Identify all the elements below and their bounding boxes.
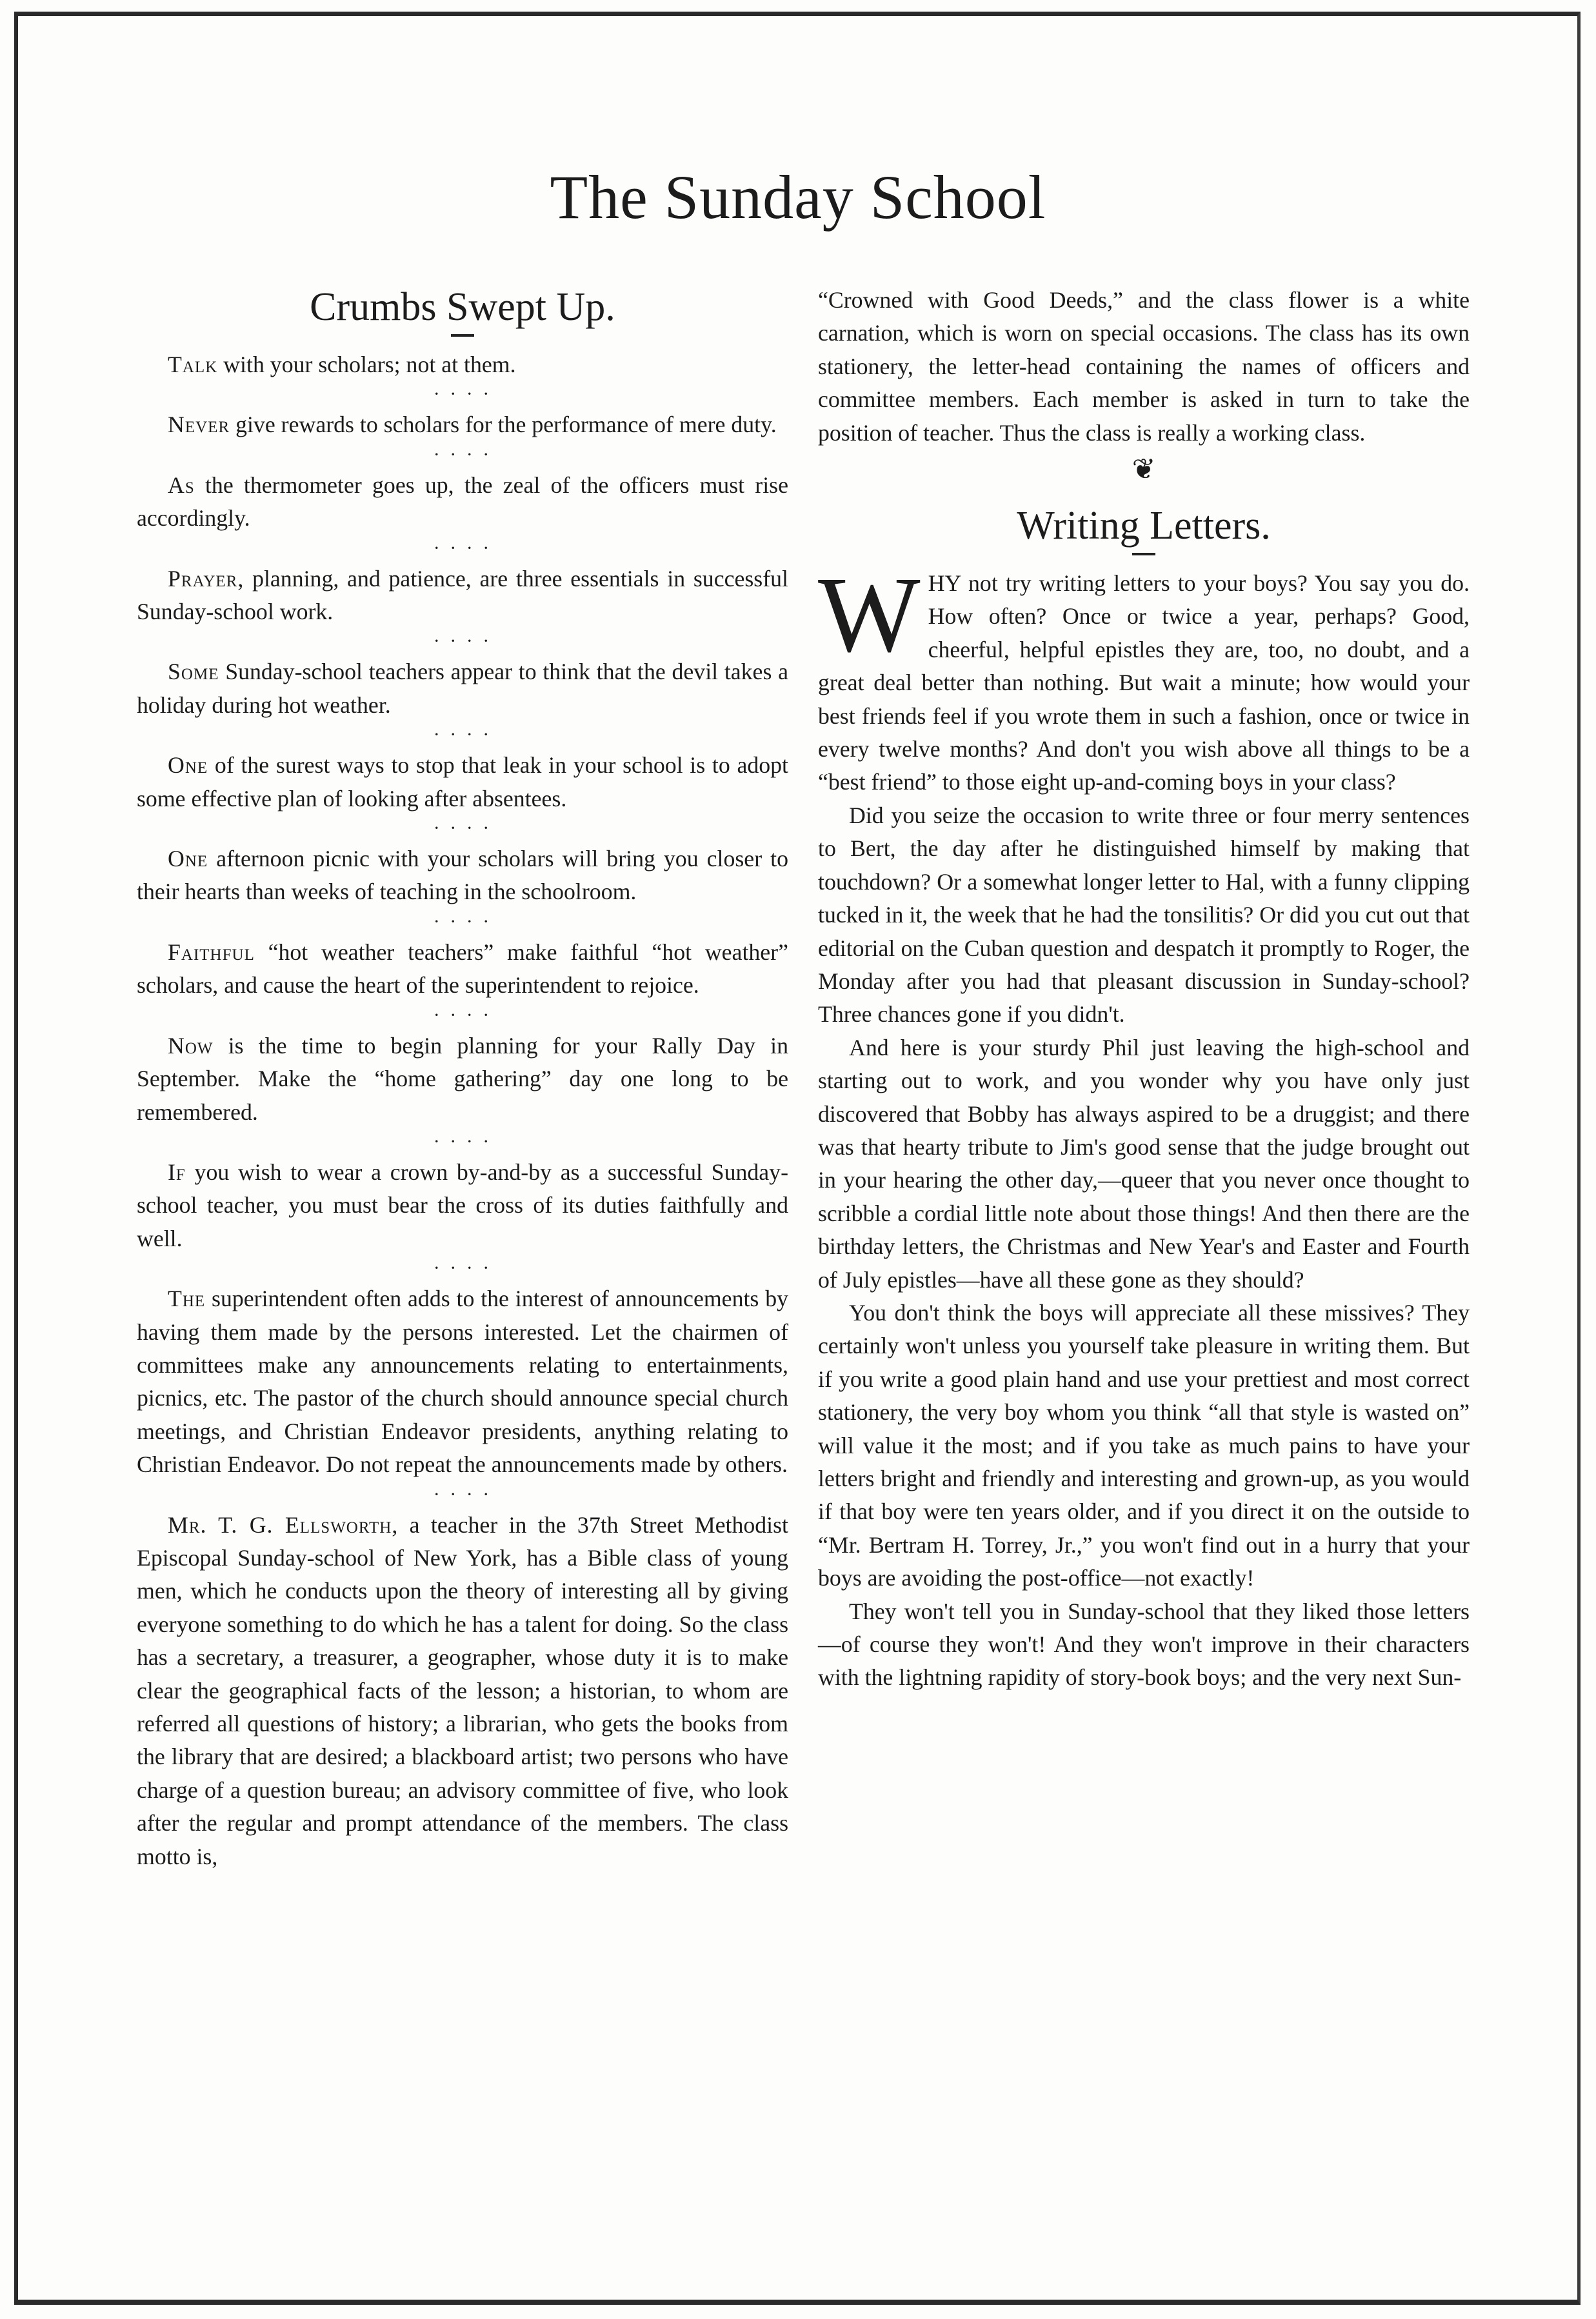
item-separator: · · · · xyxy=(433,817,492,839)
item-paragraph xyxy=(137,1030,788,1129)
item-separator: · · · · xyxy=(433,1257,492,1279)
title-rule xyxy=(1132,553,1155,555)
item-separator: · · · · xyxy=(433,910,492,932)
item-lead: One xyxy=(168,846,208,872)
right-column xyxy=(818,284,1470,1695)
item-lead: Prayer, xyxy=(168,565,244,592)
left-column xyxy=(137,284,788,1873)
article-paragraph: And here is your sturdy Phil just leaving the high-school and starting out to work, and you wonder why you have only just discovered that Bobby has always aspired to be a druggist; and there was that hearty tribute to Jim's good sense that the judge brought out in your hearing the other day,—queer that you never once thought to scribble a cordial little note about those things! And then there are the birthday letters, the Christmas and New Year's and Easter and Fourth of July epistles—have all these gone as they should? xyxy=(818,1034,1470,1293)
item-lead: As xyxy=(168,472,195,498)
item-separator: · · · · xyxy=(433,443,492,465)
item-lead: Some xyxy=(168,659,219,685)
item-separator: · · · · xyxy=(433,537,492,559)
item-separator: · · · · xyxy=(433,724,492,746)
article-paragraph: They won't tell you in Sunday-school that they liked those letters—of course they won't! And they won't improve in their characters with the lightning rapidity of story-book boys; and the very next Sun- xyxy=(818,1598,1470,1691)
continued-paragraph: “Crowned with Good Deeds,” and the class flower is a white carnation, which is worn on special occasions. The class has its own stationery, the letter-head containing the names of officers and committee members. Each member is asked in turn to take the position of teacher. Thus the class is really a working class. xyxy=(818,287,1470,446)
item-lead: Talk xyxy=(168,352,218,377)
item-text: superintendent often adds to the interest of announcements by having them made by the persons interested. Let the chairmen of committees make any announcements relating to entertainments, picnics, etc. The pastor of the church should announce special church meetings, and Christian Endeavor presidents, anything relating to Christian Endeavor. Do not repeat the announcements made by others. xyxy=(137,1286,788,1478)
item-text: Sunday-school teachers appear to think that the devil takes a holiday during hot weather. xyxy=(137,659,788,718)
article-paragraph: You don't think the boys will appreciate all these missives? They certainly won't unless you yourself take pleasure in writing them. But if you write a good plain hand and use your prettiest and most correct stationery, the very boy whom you think “all that style is wasted on” will value it the most; and if you take as much pains to have your letters bright and friendly and interesting and grown-up, as you would if that boy were ten years older, and if you direct it on the outside to “Mr. Bertram H. Torrey, Jr.,” you won't find out in a hurry that your boys are avoiding the post-office—not exactly! xyxy=(818,1299,1470,1591)
item-paragraph xyxy=(137,1509,788,1873)
item-paragraph xyxy=(137,562,788,629)
item-paragraph xyxy=(137,408,788,441)
article-paragraph xyxy=(818,555,1470,799)
item-separator: · · · · xyxy=(433,1004,492,1026)
item-text: you wish to wear a crown by-and-by as a successful Sunday-school teacher, you must bear the cross of its duties faithfully and well. xyxy=(137,1159,788,1251)
page-title: The Sunday School xyxy=(550,163,1046,232)
item-separator: · · · · xyxy=(433,630,492,652)
item-paragraph xyxy=(137,842,788,909)
item-lead: One xyxy=(168,752,208,779)
item-paragraph xyxy=(137,655,788,722)
item-paragraph xyxy=(137,1156,788,1255)
title-rule xyxy=(451,334,474,337)
fleuron-ornament: ❦ xyxy=(1132,453,1156,486)
item-lead: The xyxy=(168,1286,206,1312)
article-paragraph: Did you seize the occasion to write three or four merry sentences to Bert, the day after he distinguished himself by making that touchdown? Or a somewhat longer letter to Hal, with a funny clipping tucked in it, the week that he had the tonsilitis? Or did you cut out that editorial on the Cuban question and despatch it promptly to Roger, the Monday after you had that pleasant discussion in Sunday-school? Three chances gone if you didn't. xyxy=(818,802,1470,1028)
item-text: is the time to begin planning for your Rally Day in September. Make the “home gathering” day one long to be remembered. xyxy=(137,1032,788,1125)
section-title-crumbs: Crumbs Swept Up. xyxy=(310,285,615,329)
paragraph-text: HY not try writing letters to your boys? You say you do. How often? Once or twice a year, perhaps? Good, cheerful, helpful epistles they are, too, no doubt, and a great deal better than nothing. But wait a minute; how would your best friends feel if you wrote them in such a fashion, once or twice in every twelve months? And don't you wish above all things to be a “best friend” to those eight up-and-coming boys in your class? xyxy=(818,570,1470,795)
item-separator: · · · · xyxy=(433,1130,492,1152)
item-paragraph xyxy=(137,348,788,381)
item-separator: · · · · xyxy=(433,1483,492,1505)
item-text: planning, and patience, are three essentials in successful Sunday-school work. xyxy=(137,565,788,625)
item-lead: Never xyxy=(168,412,230,438)
item-lead: Now xyxy=(168,1032,214,1059)
item-separator: · · · · xyxy=(433,383,492,405)
item-text: a teacher in the 37th Street Methodist Episcopal Sunday-school of New York, has a Bible class of young men, which he conducts upon the theory of interesting all by giving everyone something to do which he has a talent for doing. So the class has a secretary, a treasurer, a geographer, whose duty it is to make clear the geographical facts of the lesson; a historian, to whom are referred all questions of history; a librarian, who gets the books from the library that are desired; a blackboard artist; two persons who have charge of a question bureau; an advisory committee of five, who look after the regular and prompt attendance of the members. The class motto is, xyxy=(137,1511,788,1869)
drop-cap: W xyxy=(818,555,921,675)
item-text: of the surest ways to stop that leak in your school is to adopt some effective plan of looking after absentees. xyxy=(137,752,788,811)
item-paragraph xyxy=(137,469,788,535)
item-text: afternoon picnic with your scholars will bring you closer to their hearts than weeks of teaching in the schoolroom. xyxy=(137,846,788,905)
item-lead: If xyxy=(168,1159,186,1185)
item-paragraph xyxy=(137,749,788,815)
item-paragraph xyxy=(137,936,788,1002)
item-lead: Faithful xyxy=(168,939,255,965)
item-text: give rewards to scholars for the performance of mere duty. xyxy=(230,412,777,438)
item-lead: Mr. T. G. Ellsworth, xyxy=(168,1511,399,1538)
section-title-writing-letters: Writing Letters. xyxy=(1017,504,1271,548)
item-paragraph xyxy=(137,1282,788,1481)
item-text: with your scholars; not at them. xyxy=(217,352,516,377)
item-text: “hot weather teachers” make faithful “hot weather” scholars, and cause the heart of the superintendent to rejoice. xyxy=(137,939,788,999)
item-text: the thermometer goes up, the zeal of the officers must rise accordingly. xyxy=(137,472,788,532)
